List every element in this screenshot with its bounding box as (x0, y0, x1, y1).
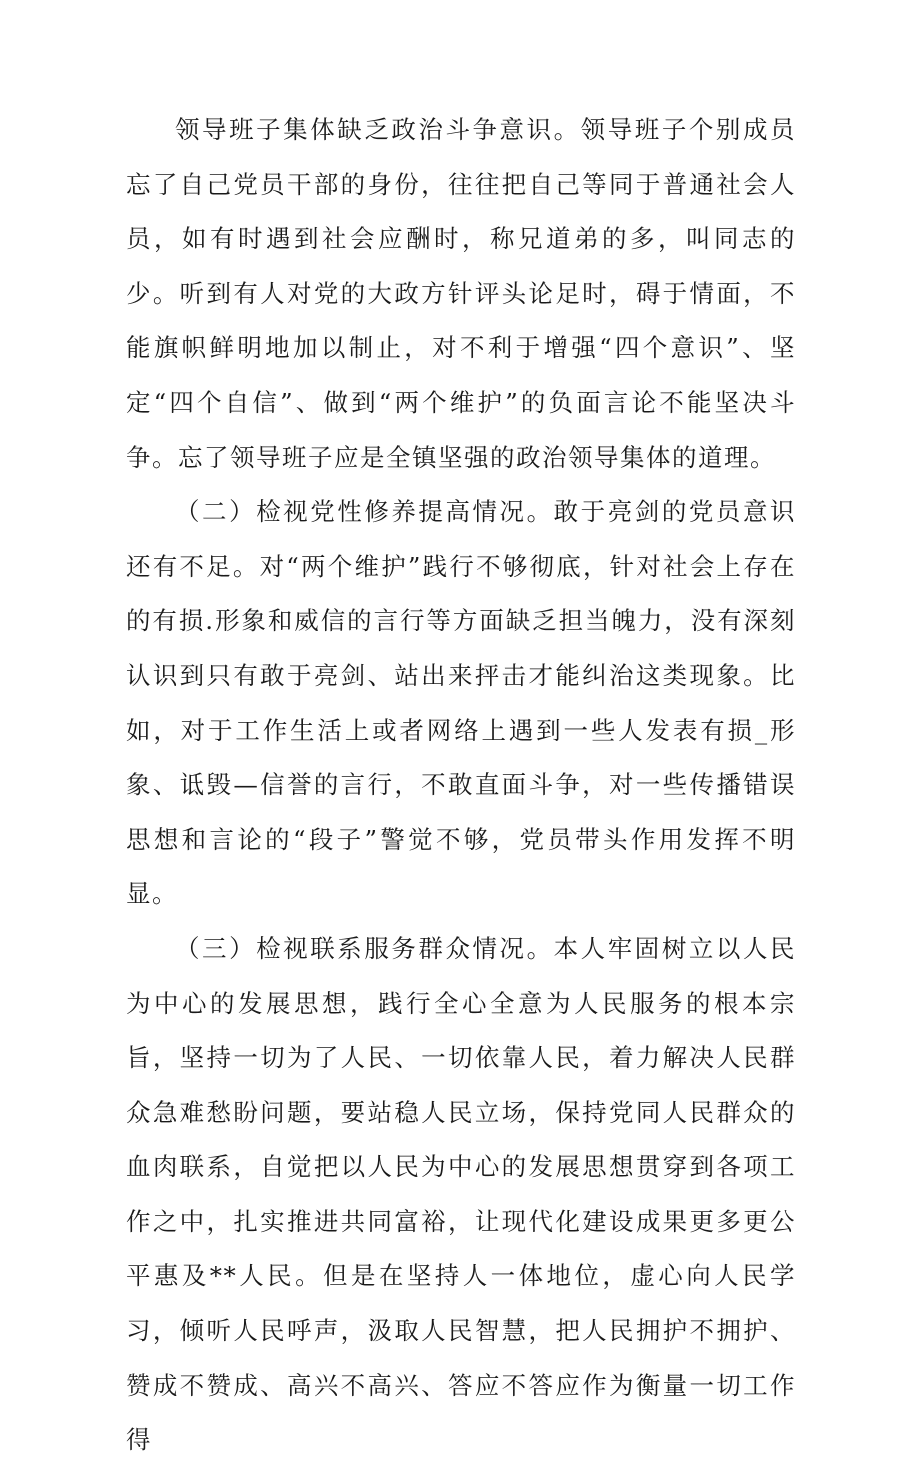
paragraph-leadership-struggle: 领导班子集体缺乏政治斗争意识。领导班子个别成员忘了自己党员干部的身份，往往把自己等同于普通社会人员，如有时遇到社会应酬时，称兄道弟的多，叫同志的少。听到有人对党的大政方针评头论足时，碍于情面，不能旗帜鲜明地加以制止，对不利于增强“四个意识”、坚定“四个自信”、做到“两个维护”的负面言论不能坚决斗争。忘了领导班子应是全镇坚强的政治领导集体的道理。 (126, 115, 796, 472)
document-body (126, 103, 796, 1468)
paragraph-party-spirit: （二）检视党性修养提高情况。敢于亮剑的党员意识还有不足。对“两个维护”践行不够彻底，针对社会上存在的有损.形象和威信的言行等方面缺乏担当魄力，没有深刻认识到只有敢于亮剑、站出来抨击才能纠治这类现象。比如，对于工作生活上或者网络上遇到一些人发表有损_形象、诋毁—信誉的言行，不敢直面斗争，对一些传播错误思想和言论的“段子”警觉不够，党员带头作用发挥不明显。 (126, 497, 796, 909)
paragraph-serving-masses: （三）检视联系服务群众情况。本人牢固树立以人民为中心的发展思想，践行全心全意为人民服务的根本宗旨，坚持一切为了人民、一切依靠人民，着力解决人民群众急难愁盼问题，要站稳人民立场，保持党同人民群众的血肉联系，自觉把以人民为中心的发展思想贯穿到各项工作之中，扎实推进共同富裕，让现代化建设成果更多更公平惠及**人民。但是在坚持人一体地位，虚心向人民学习，倾听人民呼声，汲取人民智慧，把人民拥护不拥护、赞成不赞成、高兴不高兴、答应不答应作为衡量一切工作得 (126, 933, 796, 1455)
